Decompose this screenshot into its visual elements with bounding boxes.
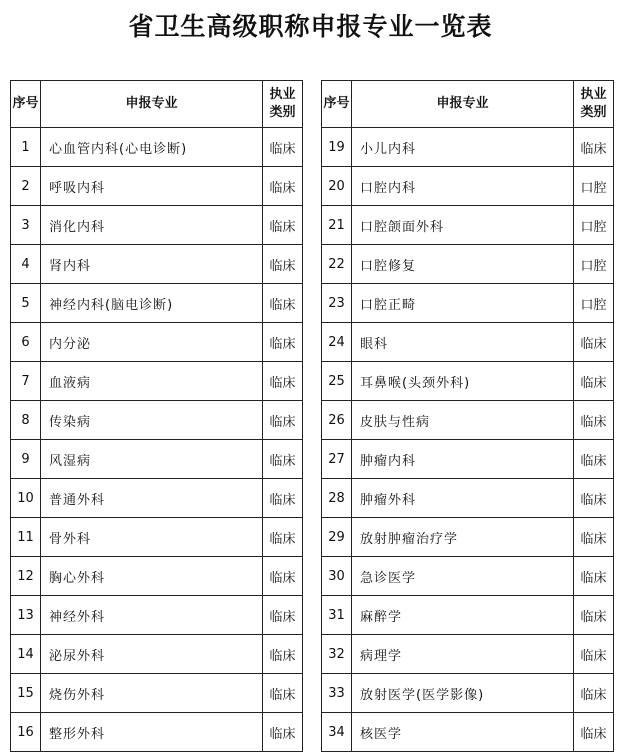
table-row	[322, 557, 614, 596]
row-specialty: 泌尿外科	[41, 635, 263, 674]
row-specialty: 血液病	[41, 362, 263, 401]
row-category: 临床	[574, 674, 614, 713]
row-number: 16	[11, 713, 41, 752]
header-category: 执业 类别	[263, 81, 303, 128]
row-category: 临床	[263, 713, 303, 752]
header-specialty: 申报专业	[41, 81, 263, 128]
row-specialty: 小儿内科	[352, 128, 574, 167]
row-number: 33	[322, 674, 352, 713]
row-number: 32	[322, 635, 352, 674]
row-number: 23	[322, 284, 352, 323]
table-row	[322, 713, 614, 752]
table-row	[11, 479, 303, 518]
table-row	[11, 557, 303, 596]
row-category: 临床	[574, 323, 614, 362]
table-row	[11, 128, 303, 167]
row-category: 口腔	[574, 167, 614, 206]
table-row	[11, 518, 303, 557]
row-category: 临床	[263, 128, 303, 167]
table-row	[322, 674, 614, 713]
row-category: 临床	[263, 167, 303, 206]
row-number: 27	[322, 440, 352, 479]
row-number: 25	[322, 362, 352, 401]
row-specialty: 消化内科	[41, 206, 263, 245]
table-row	[322, 440, 614, 479]
row-category: 临床	[263, 401, 303, 440]
table-row	[11, 440, 303, 479]
table-header-row	[11, 81, 303, 128]
row-specialty: 肿瘤外科	[352, 479, 574, 518]
table-row	[322, 167, 614, 206]
table-row	[11, 674, 303, 713]
row-specialty: 神经外科	[41, 596, 263, 635]
row-category: 临床	[574, 479, 614, 518]
row-specialty: 口腔颌面外科	[352, 206, 574, 245]
row-number: 8	[11, 401, 41, 440]
row-category: 临床	[263, 362, 303, 401]
table-row	[322, 323, 614, 362]
table-row	[11, 284, 303, 323]
row-category: 临床	[263, 635, 303, 674]
header-index: 序号	[322, 81, 352, 128]
row-category: 临床	[263, 440, 303, 479]
table-header-row	[322, 81, 614, 128]
row-specialty: 神经内科(脑电诊断)	[41, 284, 263, 323]
row-specialty: 呼吸内科	[41, 167, 263, 206]
row-specialty: 胸心外科	[41, 557, 263, 596]
row-number: 14	[11, 635, 41, 674]
row-specialty: 传染病	[41, 401, 263, 440]
row-category: 临床	[263, 245, 303, 284]
table-row	[322, 245, 614, 284]
row-number: 9	[11, 440, 41, 479]
table-row	[322, 284, 614, 323]
row-number: 26	[322, 401, 352, 440]
row-specialty: 肿瘤内科	[352, 440, 574, 479]
row-number: 31	[322, 596, 352, 635]
header-index: 序号	[11, 81, 41, 128]
row-category: 临床	[574, 596, 614, 635]
specialty-table-right	[321, 80, 614, 752]
row-specialty: 放射肿瘤治疗学	[352, 518, 574, 557]
page-title: 省卫生高级职称申报专业一览表	[128, 12, 493, 41]
row-specialty: 耳鼻喉(头颈外科)	[352, 362, 574, 401]
row-category: 临床	[574, 635, 614, 674]
table-row	[11, 323, 303, 362]
table-row	[322, 401, 614, 440]
row-number: 29	[322, 518, 352, 557]
row-category: 临床	[574, 557, 614, 596]
row-category: 临床	[574, 128, 614, 167]
table-row	[11, 362, 303, 401]
row-specialty: 急诊医学	[352, 557, 574, 596]
table-row	[11, 713, 303, 752]
row-specialty: 口腔修复	[352, 245, 574, 284]
row-number: 20	[322, 167, 352, 206]
row-number: 5	[11, 284, 41, 323]
row-category: 临床	[574, 518, 614, 557]
row-category: 临床	[574, 401, 614, 440]
row-category: 临床	[574, 713, 614, 752]
row-category: 临床	[574, 440, 614, 479]
row-number: 22	[322, 245, 352, 284]
table-row	[11, 401, 303, 440]
row-specialty: 口腔内科	[352, 167, 574, 206]
row-number: 10	[11, 479, 41, 518]
row-category: 口腔	[574, 284, 614, 323]
table-row	[11, 245, 303, 284]
table-row	[11, 167, 303, 206]
row-number: 12	[11, 557, 41, 596]
row-category: 临床	[263, 284, 303, 323]
table-row	[322, 206, 614, 245]
row-number: 4	[11, 245, 41, 284]
row-category: 临床	[263, 206, 303, 245]
table-row	[11, 206, 303, 245]
row-number: 28	[322, 479, 352, 518]
row-category: 临床	[263, 557, 303, 596]
header-category: 执业 类别	[574, 81, 614, 128]
table-row	[322, 362, 614, 401]
row-specialty: 烧伤外科	[41, 674, 263, 713]
row-category: 临床	[263, 674, 303, 713]
row-specialty: 内分泌	[41, 323, 263, 362]
row-category: 口腔	[574, 206, 614, 245]
row-specialty: 眼科	[352, 323, 574, 362]
row-number: 7	[11, 362, 41, 401]
table-row	[322, 479, 614, 518]
row-specialty: 风湿病	[41, 440, 263, 479]
row-category: 临床	[263, 479, 303, 518]
row-category: 临床	[263, 323, 303, 362]
row-specialty: 皮肤与性病	[352, 401, 574, 440]
row-specialty: 核医学	[352, 713, 574, 752]
row-category: 口腔	[574, 245, 614, 284]
row-specialty: 麻醉学	[352, 596, 574, 635]
row-specialty: 病理学	[352, 635, 574, 674]
row-category: 临床	[263, 518, 303, 557]
row-number: 3	[11, 206, 41, 245]
table-row	[11, 596, 303, 635]
row-number: 15	[11, 674, 41, 713]
specialty-table-left	[10, 80, 303, 752]
row-number: 24	[322, 323, 352, 362]
table-row	[11, 635, 303, 674]
row-specialty: 心血管内科(心电诊断)	[41, 128, 263, 167]
row-specialty: 口腔正畸	[352, 284, 574, 323]
row-number: 21	[322, 206, 352, 245]
header-specialty: 申报专业	[352, 81, 574, 128]
row-category: 临床	[263, 596, 303, 635]
row-number: 1	[11, 128, 41, 167]
row-specialty: 整形外科	[41, 713, 263, 752]
row-number: 30	[322, 557, 352, 596]
row-specialty: 放射医学(医学影像)	[352, 674, 574, 713]
table-row	[322, 518, 614, 557]
table-row	[322, 596, 614, 635]
row-specialty: 普通外科	[41, 479, 263, 518]
row-number: 2	[11, 167, 41, 206]
row-category: 临床	[574, 362, 614, 401]
table-row	[322, 635, 614, 674]
row-number: 11	[11, 518, 41, 557]
table-row	[322, 128, 614, 167]
row-number: 34	[322, 713, 352, 752]
row-number: 19	[322, 128, 352, 167]
row-specialty: 肾内科	[41, 245, 263, 284]
row-number: 13	[11, 596, 41, 635]
row-number: 6	[11, 323, 41, 362]
row-specialty: 骨外科	[41, 518, 263, 557]
